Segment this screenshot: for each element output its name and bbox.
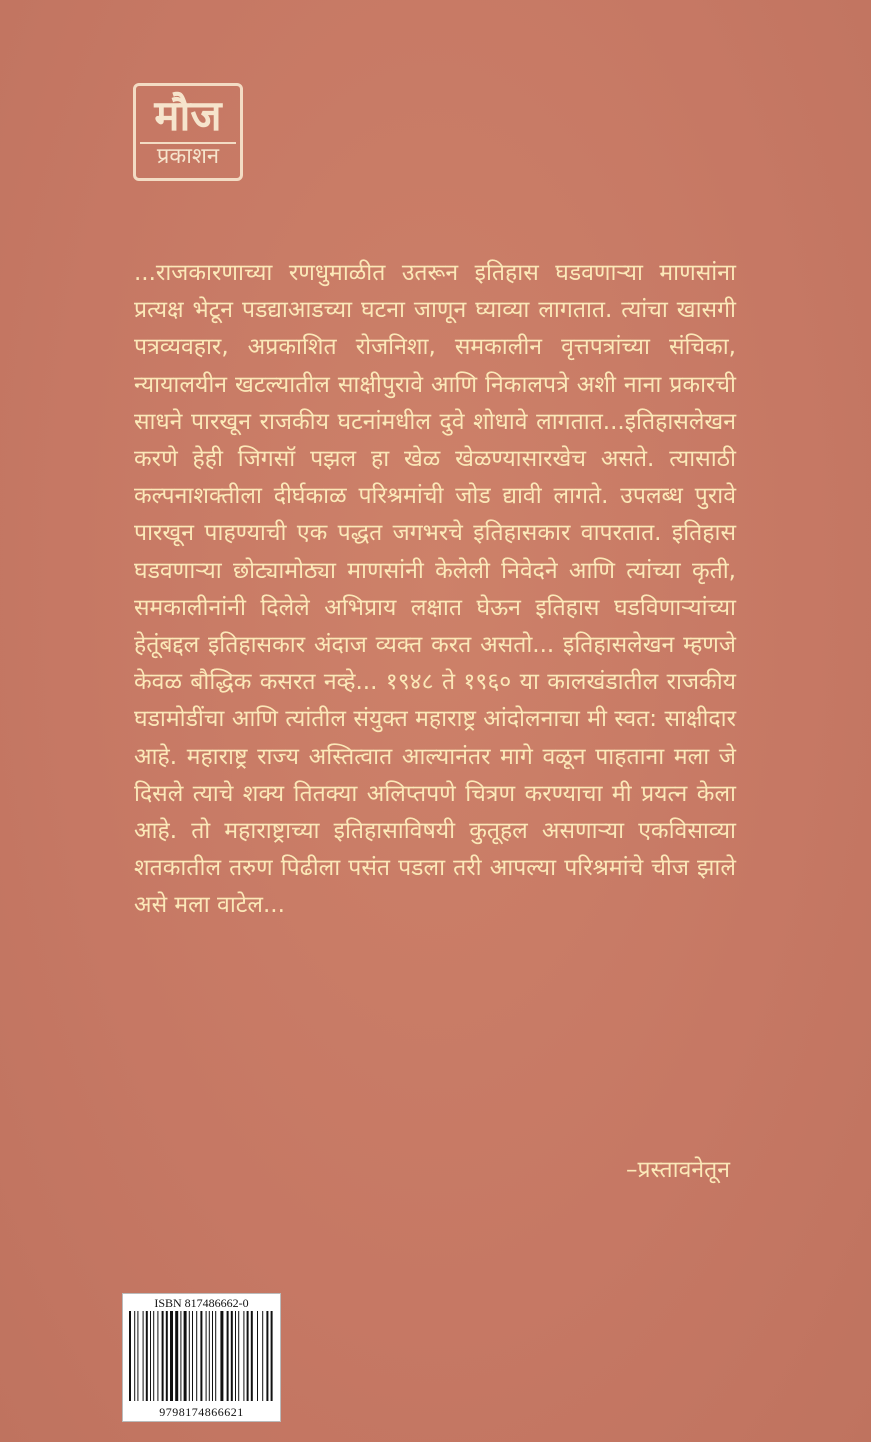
- barcode-bar: [192, 1311, 193, 1401]
- barcode-bar: [247, 1311, 249, 1401]
- isbn-label: ISBN 817486662-0: [154, 1296, 249, 1310]
- publisher-logo: [133, 83, 243, 181]
- barcode-bar: [227, 1311, 229, 1401]
- barcode-bar: [231, 1311, 233, 1401]
- blurb-text: [134, 255, 736, 925]
- barcode-bar: [206, 1311, 207, 1401]
- barcode: [122, 1293, 281, 1422]
- barcode-bar: [257, 1311, 258, 1401]
- barcode-bar: [200, 1311, 202, 1401]
- barcode-bars: [127, 1311, 276, 1401]
- barcode-bar: [189, 1311, 190, 1401]
- ean-number: 9798174866621: [159, 1405, 244, 1419]
- barcode-bar: [180, 1311, 181, 1401]
- barcode-bar: [196, 1311, 197, 1401]
- barcode-bar: [134, 1311, 135, 1401]
- blurb-paragraph: ...राजकारणाच्या रणधुमाळीत उतरून इतिहास घडवणाऱ्या माणसांना प्रत्यक्ष भेटून पडद्याआडच्या घटना जाणून घ्याव्या लागतात. त्यांचा खासगी पत्रव्यवहार, अप्रकाशित रोजनिशा, समकालीन वृत्तपत्रांच्या संचिका, न्यायालयीन खटल्यातील साक्षीपुरावे आणि निकालपत्रे अशी नाना प्रकारची साधने पारखून राजकीय घटनांमधील दुवे शोधावे लागतात...इतिहासलेखन करणे हेही जिगसॉ पझल हा खेळ खेळण्यासारखेच असते. त्यासाठी कल्पनाशक्तीला दीर्घकाळ परिश्रमांची जोड द्यावी लागते. उपलब्ध पुरावे पारखून पाहण्याची एक पद्धत जगभरचे इतिहासकार वापरतात. इतिहास घडवणाऱ्या छोट्यामोठ्या माणसांनी केलेली निवेदने आणि त्यांच्या कृती, समकालीनांनी दिलेले अभिप्राय लक्षात घेऊन इतिहास घडविणाऱ्यांच्या हेतूंबद्दल इतिहासकार अंदाज व्यक्त करत असतो... इतिहासलेखन म्हणजे केवळ बौद्धिक कसरत नव्हे... १९४८ ते १९६० या कालखंडातील राजकीय घडामोडींचा आणि त्यांतील संयुक्त महाराष्ट्र आंदोलनाचा मी स्वत: साक्षीदार आहे. महाराष्ट्र राज्य अस्तित्वात आल्यानंतर मागे वळून पाहताना मला जे दिसले त्याचे शक्य तितक्या अलिप्तपणे चित्रण करण्याचा मी प्रयत्न केला आहे. तो महाराष्ट्राच्या इतिहासाविषयी कुतूहल असणाऱ्या एकविसाव्या शतकातील तरुण पिढीला पसंत पडला तरी आपल्या परिश्रमांचे चीज झाले असे मला वाटेल...: [134, 260, 736, 919]
- barcode-bar: [157, 1311, 158, 1401]
- barcode-bar: [153, 1311, 154, 1401]
- barcode-bar: [271, 1311, 273, 1401]
- barcode-bar: [137, 1311, 138, 1401]
- barcode-bar: [251, 1311, 253, 1401]
- attribution: –प्रस्तावनेतून: [625, 1157, 730, 1183]
- barcode-bar: [184, 1311, 187, 1401]
- barcode-bar: [209, 1311, 210, 1401]
- barcode-bar: [166, 1311, 168, 1401]
- barcode-bar: [150, 1311, 151, 1401]
- barcode-bar: [238, 1311, 239, 1401]
- barcode-bar: [262, 1311, 263, 1401]
- barcode-bar: [235, 1311, 236, 1401]
- barcode-bar: [266, 1311, 268, 1401]
- barcode-bar: [243, 1311, 244, 1401]
- logo-name: मौज: [140, 90, 236, 144]
- barcode-bar: [220, 1311, 223, 1401]
- barcode-bar: [146, 1311, 148, 1401]
- barcode-bar: [162, 1311, 164, 1401]
- barcode-bar: [175, 1311, 178, 1401]
- barcode-bar: [212, 1311, 213, 1401]
- barcode-bar: [129, 1311, 131, 1401]
- logo-subtitle: प्रकाशन: [156, 144, 220, 169]
- barcode-bar: [143, 1311, 144, 1401]
- barcode-bar: [170, 1311, 173, 1401]
- barcode-bar: [215, 1311, 216, 1401]
